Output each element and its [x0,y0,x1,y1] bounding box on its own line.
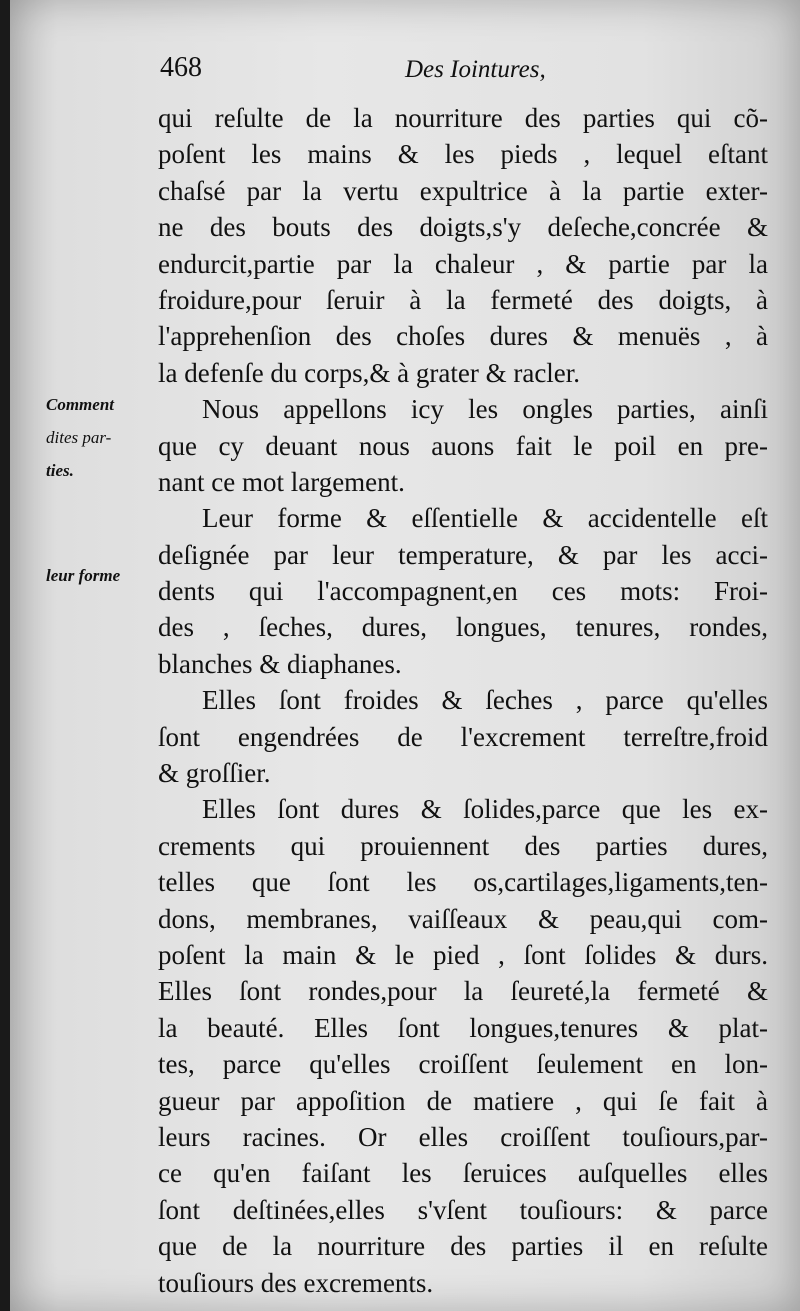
text-line: froidure,pour ſeruir à la fermeté des doigts, à [158,284,768,315]
text-line: nant ce mot largement. [158,466,405,497]
margin-note: ties. [46,461,74,480]
text-line: endurcit,partie par la chaleur , & partie par la [158,248,768,279]
text-line: deſignée par leur temperature, & par les acci- [158,539,768,570]
text-line: qui reſulte de la nourriture des parties qui cõ- [158,103,768,133]
body-text [158,100,768,1301]
text-line: poſent la main & le pied , ſont ſolides & durs. [158,939,768,970]
page-header [160,52,760,92]
text-line: dents qui l'accompagnent,en ces mots: Froi- [158,576,768,607]
text-line: crements qui prouiennent des parties dures, [158,830,768,861]
page-number: 468 [160,52,202,83]
text-line: tes, parce qu'elles croiſſent ſeulement en lon- [158,1049,768,1080]
text-line: Elles ſont rondes,pour la ſeureté,la fermeté & [158,976,768,1007]
text-line: que de la nourriture des parties il en reſulte [158,1231,768,1262]
text-line: Leur forme & eſſentielle & accidentelle eſt [202,503,768,534]
text-line: Nous appellons icy les ongles parties, ainſi [202,394,768,425]
text-line: touſiours des excrements. [158,1267,434,1298]
text-line: la beauté. Elles ſont longues,tenures & plat- [158,1012,768,1043]
text-line: ſont deſtinées,elles s'vſent touſiours: & parce [158,1194,768,1225]
text-line: dons, membranes, vaiſſeaux & peau,qui com- [158,903,768,934]
text-line: Elles ſont dures & ſolides,parce que les ex- [202,794,768,825]
text-line: que cy deuant nous auons fait le poil en pre- [158,430,768,461]
running-head: Des Iointures, [405,56,546,83]
text-line: Elles ſont froides & ſeches , parce qu'elles [202,685,768,716]
text-line: ne des bouts des doigts,s'y deſeche,concrée & [158,212,768,243]
text-line: ce qu'en faiſant les ſeruices auſquelles elles [158,1158,768,1189]
text-line: blanches & diaphanes. [158,648,402,679]
text-line: chaſsé par la vertu expultrice à la partie exter- [158,175,768,206]
text-line: & groſſier. [158,758,271,789]
text-line: leurs racines. Or elles croiſſent touſiours,par- [158,1121,768,1152]
book-page [10,0,800,1311]
text-line: telles que ſont les os,cartilages,ligaments,ten- [158,867,768,898]
text-line: des , ſeches, dures, longues, tenures, rondes, [158,612,768,643]
margin-note: dites par- [46,428,112,447]
text-line: la defenſe du corps,& à grater & racler. [158,357,581,388]
text-line: ſont engendrées de l'excrement terreſtre,froid [158,721,768,752]
text-line: l'apprehenſion des choſes dures & menuës , à [158,321,768,352]
margin-note: Comment [46,395,115,414]
text-line: poſent les mains & les pieds , lequel eſtant [158,139,768,170]
text-line: gueur par appoſition de matiere , qui ſe fait à [158,1085,768,1116]
margin-note: leur forme [46,566,121,585]
